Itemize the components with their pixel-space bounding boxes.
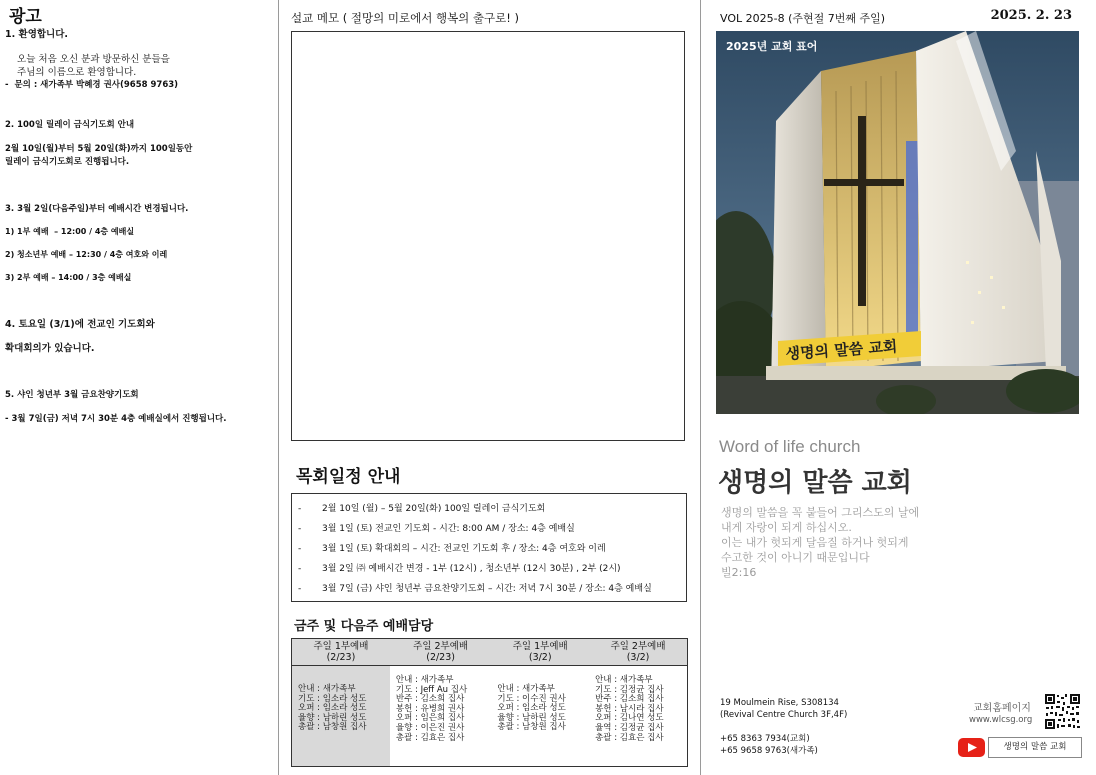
volume-label: VOL 2025-8 (주현절 7번째 주일) bbox=[720, 12, 886, 25]
schedule-item-text: 3월 7일 (금) 샤인 청년부 금요찬양기도회 – 시간: 저녁 7시 30분 / 장소: 4층 예배실 bbox=[322, 584, 652, 594]
duty-header: 주일 2부예배 (3/2) bbox=[589, 639, 687, 666]
announcements-title: 광고 bbox=[9, 7, 42, 27]
duty-table bbox=[291, 638, 688, 767]
duty-header: 주일 2부예배 (2/23) bbox=[390, 639, 491, 666]
announcement-1-body: 오늘 처음 오신 분과 방문하신 분들을 주님의 이름으로 환영합니다. bbox=[17, 54, 170, 78]
sermon-memo-box[interactable] bbox=[291, 31, 685, 441]
schedule-item: - 3월 1일 (토) 전교인 기도회 - 시간: 8:00 AM / 장소: 4층 예배실 bbox=[298, 524, 575, 534]
sign-text: 생명의 말씀 교회 bbox=[785, 337, 898, 363]
church-building-photo bbox=[716, 31, 1079, 414]
memo-schedule-panel bbox=[279, 0, 700, 775]
announcement-3-line1: 1) 1부 예배 – 12:00 / 4층 예배실 bbox=[5, 227, 135, 236]
homepage-label: 교회홈페이지 bbox=[973, 703, 1031, 714]
announcement-3-line2: 2) 청소년부 예배 – 12:30 / 4층 여호와 이레 bbox=[5, 250, 168, 259]
cover-panel bbox=[701, 0, 1096, 775]
schedule-item: - 3월 1일 (토) 확대회의 – 시간: 전교인 기도회 후 / 장소: 4층 여호와 이레 bbox=[298, 544, 606, 554]
announcement-3-heading: 3. 3월 2일(다음주일)부터 예배시간 변경됩니다. bbox=[5, 204, 189, 214]
church-address: 19 Moulmein Rise, S308134 (Revival Centre Church 3F,4F) +65 8363 7934(교회) +65 9658 9763(새가족) bbox=[720, 698, 848, 756]
duty-title: 금주 및 다음주 예배담당 bbox=[294, 619, 434, 634]
church-korean-name: 생명의 말씀 교회 bbox=[718, 468, 912, 498]
youtube-channel-button[interactable]: 생명의 말씀 교회 bbox=[988, 737, 1082, 758]
announcement-1-heading: 1. 환영합니다. bbox=[5, 29, 69, 40]
duty-cell: 안내 : 새가족부 기도 : 임소라 성도 오퍼 : 임소라 성도 율향 : 남하린 성도 총괄 : 남창원 집사 bbox=[292, 666, 390, 767]
duty-header: 주일 1부예배 (3/2) bbox=[491, 639, 589, 666]
motto-verse: 생명의 말씀을 꼭 붙들어 그리스도의 날에 내게 자랑이 되게 하십시오. 이는 내가 헛되게 달음질 하거나 헛되게 수고한 것이 아니기 때문입니다 빌2:16 bbox=[721, 506, 920, 579]
duty-cell: 안내 : 새가족부 기도 : Jeff Au 집사 반주 : 김소희 집사 봉헌 : 유병희 권사 오퍼 : 임은희 집사 율향 : 이은진 권사 총괄 : 김효은 집사 bbox=[395, 675, 468, 743]
announcement-2-body: 2월 10일(월)부터 5월 20일(화)까지 100일동안 릴레이 금식기도회로 진행됩니다. bbox=[5, 144, 193, 167]
photo-caption: 2025년 교회 표어 bbox=[726, 40, 818, 53]
announcement-3-line3: 3) 2부 예배 – 14:00 / 3층 예배실 bbox=[5, 273, 132, 282]
sermon-memo-title: 설교 메모 ( 절망의 미로에서 행복의 출구로! ) bbox=[291, 11, 520, 25]
schedule-item: - 3월 2일 ㈜ 예배시간 변경 - 1부 (12시) , 청소년부 (12시 30분) , 2부 (2시) bbox=[298, 564, 621, 574]
duty-header-row bbox=[292, 639, 688, 666]
bulletin-date: 2025. 2. 23 bbox=[990, 8, 1072, 23]
schedule-box bbox=[291, 493, 687, 602]
schedule-item-text: 3월 2일 ㈜ 예배시간 변경 - 1부 (12시) , 청소년부 (12시 30분) , 2부 (2시) bbox=[322, 564, 621, 574]
announcement-5-heading: 5. 샤인 청년부 3월 금요찬양기도회 bbox=[5, 390, 139, 400]
duty-cell: 안내 : 새가족부 기도 : 이수진 권사 오퍼 : 임소라 성도 율향 : 남하린 성도 총괄 : 남창원 집사 bbox=[497, 684, 566, 733]
duty-cell: 안내 : 새가족부 기도 : 김정균 집사 반주 : 김소희 집사 봉헌 : 남시라 집사 오퍼 : 김나연 성도 율역 : 김정균 집사 총괄 : 김효은 집사 bbox=[595, 675, 664, 743]
qr-code-icon[interactable] bbox=[1044, 693, 1081, 730]
schedule-item-text: 3월 1일 (토) 전교인 기도회 - 시간: 8:00 AM / 장소: 4층 예배실 bbox=[322, 524, 575, 534]
announcement-4-line2: 확대회의가 있습니다. bbox=[5, 343, 95, 354]
youtube-icon[interactable] bbox=[958, 738, 985, 757]
announcements-panel bbox=[0, 0, 278, 775]
announcement-1-contact: - 문의 : 새가족부 박혜경 권사(9658 9763) bbox=[5, 80, 179, 90]
schedule-item: - 3월 7일 (금) 샤인 청년부 금요찬양기도회 – 시간: 저녁 7시 30분 / 장소: 4층 예배실 bbox=[298, 584, 652, 594]
announcement-2-heading: 2. 100일 릴레이 금식기도회 안내 bbox=[5, 120, 135, 130]
announcement-4-line1: 4. 토요일 (3/1)에 전교인 기도회와 bbox=[5, 319, 155, 330]
announcement-5-body: - 3월 7일(금) 저녁 7시 30분 4층 예배실에서 진행됩니다. bbox=[5, 414, 227, 424]
duty-row bbox=[292, 666, 688, 767]
schedule-item-text: 3월 1일 (토) 확대회의 – 시간: 전교인 기도회 후 / 장소: 4층 여호와 이레 bbox=[322, 544, 606, 554]
schedule-title: 목회일정 안내 bbox=[296, 467, 401, 487]
schedule-item-text: 2월 10일 (월) – 5월 20일(화) 100일 릴레이 금식기도회 bbox=[322, 504, 546, 514]
duty-header: 주일 1부예배 (2/23) bbox=[292, 639, 390, 666]
church-english-name: Word of life church bbox=[719, 437, 861, 456]
homepage-url[interactable]: www.wlcsg.org bbox=[969, 715, 1033, 725]
schedule-item: - 2월 10일 (월) – 5월 20일(화) 100일 릴레이 금식기도회 bbox=[298, 504, 546, 514]
